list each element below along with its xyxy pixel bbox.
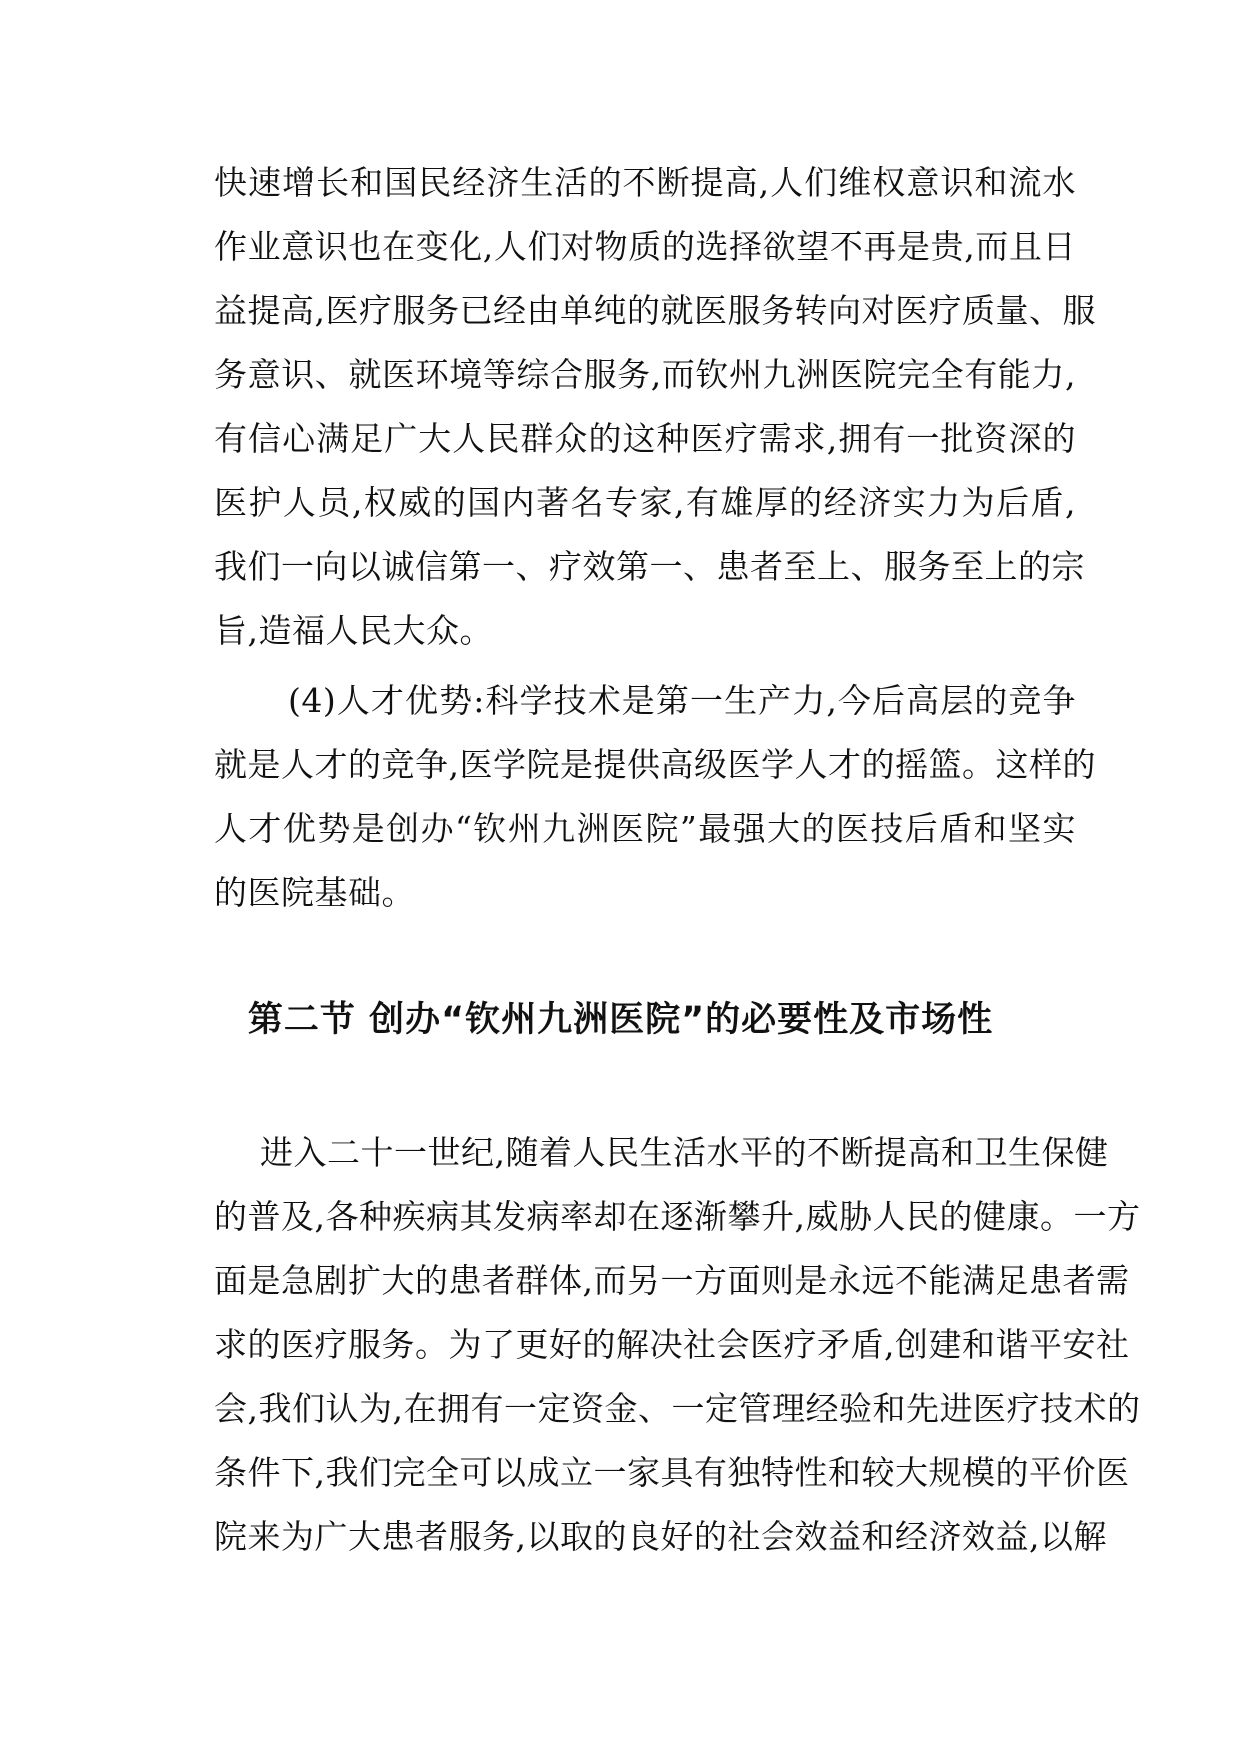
paragraph-line: 有信心满足广大人民群众的这种医疗需求,拥有一批资深的 — [214, 419, 1076, 458]
paragraph-1 — [214, 151, 1096, 663]
paragraph-line: 的普及,各种疾病其发病率却在逐渐攀升,威胁人民的健康。一方 — [214, 1197, 1141, 1236]
paragraph-line: 院来为广大患者服务,以取的良好的社会效益和经济效益,以解 — [214, 1517, 1107, 1556]
paragraph-line: (4)人才优势:科学技术是第一生产力,今后高层的竞争 — [288, 681, 1076, 720]
paragraph-line: 旨,造福人民大众。 — [214, 611, 493, 650]
paragraph-3 — [214, 1121, 1141, 1569]
paragraph-line: 进入二十一世纪,随着人民生活水平的不断提高和卫生保健 — [260, 1133, 1109, 1172]
paragraph-line: 快速增长和国民经济生活的不断提高,人们维权意识和流水 — [214, 163, 1076, 202]
paragraph-line: 条件下,我们完全可以成立一家具有独特性和较大规模的平价医 — [214, 1453, 1130, 1492]
paragraph-line: 作业意识也在变化,人们对物质的选择欲望不再是贵,而且日 — [214, 227, 1076, 266]
paragraph-line: 面是急剧扩大的患者群体,而另一方面则是永远不能满足患者需 — [214, 1261, 1130, 1300]
paragraph-line: 医护人员,权威的国内著名专家,有雄厚的经济实力为后盾, — [214, 483, 1076, 522]
paragraph-line: 益提高,医疗服务已经由单纯的就医服务转向对医疗质量、服 — [214, 291, 1096, 330]
paragraph-line: 求的医疗服务。为了更好的解决社会医疗矛盾,创建和谐平安社 — [214, 1325, 1130, 1364]
paragraph-line: 就是人才的竞争,医学院是提供高级医学人才的摇篮。这样的 — [214, 745, 1096, 784]
paragraph-line: 的医院基础。 — [214, 873, 415, 912]
paragraph-line: 人才优势是创办“钦州九洲医院”最强大的医技后盾和坚实 — [214, 809, 1076, 848]
paragraph-line: 务意识、就医环境等综合服务,而钦州九洲医院完全有能力, — [214, 355, 1076, 394]
paragraph-2 — [214, 669, 1096, 925]
paragraph-line: 会,我们认为,在拥有一定资金、一定管理经验和先进医疗技术的 — [214, 1389, 1141, 1428]
paragraph-line: 我们一向以诚信第一、疗效第一、患者至上、服务至上的宗 — [214, 547, 1085, 586]
section-heading: 第二节 创办“钦州九洲医院”的必要性及市场性 — [247, 1000, 994, 1040]
